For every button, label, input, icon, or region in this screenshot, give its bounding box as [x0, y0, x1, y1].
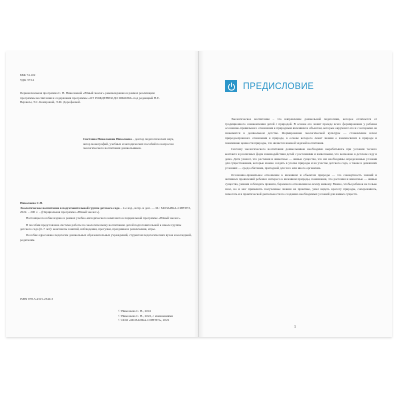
preface-paragraph: Систему экологического воспитания дошкольников необходимо вырабатывать при условии тесного контакта и различных форм взаимодействия детей с растениями и животными, что возможно в детском саду и дома. Дети узнают, что растения и животные — живые существа, что им необходимы определенные условия для существования, которые можно создать в уголке природы и на участке детского сада, а также в домашних условиях — среда обитания, пригодной для того или иного организма.	[225, 147, 377, 171]
biblio-title: Экологическое воспитание в подготовительной группе детского сада	[20, 205, 120, 210]
right-page	[199, 51, 392, 337]
author-description: – доктор педагогических наук, автор монографий, учебных и методических пособий по вопросам экологического воспитания дошкольников.	[83, 137, 174, 151]
page-number: 3	[294, 325, 296, 329]
copyright-line: © ООО «МОЗАИКА-СИНТЕЗ», 2022	[118, 318, 170, 323]
copyright-block	[118, 309, 193, 323]
annotation-paragraph: Настоящее пособие издано в рамках учебно-методического комплекта к парциальной программе «Юный эколог».	[26, 216, 181, 221]
preface-paragraph: Экологическое воспитание – это направление дошкольной педагогики, которое отличается от традиционного ознакомления детей с природой. В основе его лежит прежде всего формирование у ребенка осознанно-правильного отношения к природным явлениям и объектам, которые окружают его и с которыми он знакомится в дошкольном детстве. Формирование экологической культуры — становление начал природоохранного отношения к природе, в основе которого лежат знания о взаимосвязях в природе и понимание ценности природы, что является важной задачей воспитания.	[225, 117, 377, 145]
annotation-paragraph: В пособии представлена система работы по экологическому воспитанию детей подготовительной к школе группы детского сада (6–7 лет): конспекты занятий, наблюдения, прогулки, праздники и развлечения, игры.	[20, 222, 182, 232]
isbn: ISBN 978-5-4315-2340-3	[20, 297, 54, 301]
publication-note: Первоначальная программа С. Н. Николаевой «Юный эколог» рекомендована в рамках реализации программы воспитания и содержания программы «ОТ РОЖДЕНИЯ ДО ШКОЛЫ» под редакцией Н.Е. Вераксы, Т.С. Комаровой, Э.М. Дорофеевой.	[20, 91, 160, 105]
biblio-details: – 2-е изд., испр. и доп. — М.: МОЗАИКА-СИНТЕЗ, 2022. – 200 с. – (Парциальная программа «Юный эколог»).	[20, 205, 191, 215]
annotation-paragraph: Пособие адресовано педагогам дошкольных образовательных учреждений, студентам педагогических вузов и колледжей, родителям.	[20, 233, 192, 242]
biblio-author: Николаева С.Н.	[20, 201, 43, 205]
book-spread	[6, 51, 392, 337]
biblio-entry	[20, 206, 192, 215]
left-page	[6, 51, 199, 337]
author-name: Светлана Николаевна Николаева	[83, 137, 132, 141]
preface-paragraph: Осознанно-правильное отношение к явлениям и объектам природы — это совокупность знаний и активных проявлений ребенка: интереса к явлениям природы, понимания, что растения и животные — живые существа, умения соблюдать правила, бережного отношения ко всему живому. Важно, чтобы ребенок не только знал, но и мог применять полученные знания на практике, умел видеть красоту природы, сопереживать, помогать и в практической деятельности по созданию необходимых условий для живых существ.	[225, 172, 377, 196]
udc-line: УДК 373.2	[20, 77, 35, 82]
chapter-header	[225, 80, 314, 92]
copyright-line: © Николаева С. Н., 2016	[118, 309, 152, 313]
author-block	[83, 137, 175, 151]
gutter-shadow	[194, 51, 204, 337]
preface-text	[225, 117, 377, 198]
chapter-title: ПРЕДИСЛОВИЕ	[243, 81, 314, 91]
copyright-line: © Николаева С. Н., 2022, с изменениями	[118, 313, 173, 318]
udc-line: ББК 74.102	[20, 73, 36, 77]
power-icon	[225, 80, 237, 92]
bibliography-block	[20, 201, 192, 244]
udc-block	[20, 73, 35, 82]
